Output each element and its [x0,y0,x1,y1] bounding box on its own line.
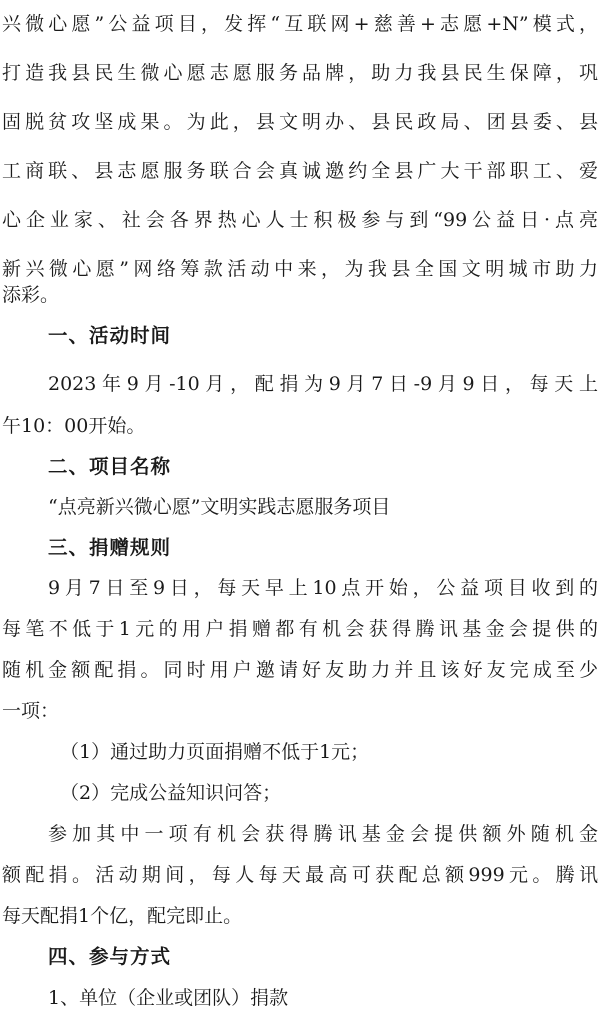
list-item: （2）完成公益知识问答； [60,782,282,804]
section-heading-time: 一、活动时间 [48,324,172,347]
paragraph-line: 2023年9月-10月，配捐为9月7日-9月9日，每天上 [48,373,598,395]
intro-line: 添彩。 [2,284,60,306]
paragraph-line: 每笔不低于1元的用户捐赠都有机会获得腾讯基金会提供的 [2,618,598,640]
intro-line: 固脱贫攻坚成果。为此，县文明办、县民政局、团县委、县 [2,111,598,133]
paragraph-line: “点亮新兴微心愿”文明实践志愿服务项目 [48,496,391,518]
intro-line: 心企业家、社会各界热心人士积极参与到“99公益日·点亮 [2,209,598,231]
section-heading-donation-rules: 三、捐赠规则 [48,536,172,559]
paragraph-line: 随机金额配捐。同时用户邀请好友助力并且该好友完成至少 [2,659,598,681]
paragraph-line: 一项： [2,700,60,722]
intro-line: 工商联、县志愿服务联合会真诚邀约全县广大干部职工、爱 [2,160,598,182]
intro-line: 兴微心愿”公益项目，发挥“互联网+慈善+志愿+N”模式， [2,13,598,35]
section-heading-participation: 四、参与方式 [48,945,172,968]
intro-line: 新兴微心愿”网络筹款活动中来，为我县全国文明城市助力 [2,258,598,280]
intro-line: 打造我县民生微心愿志愿服务品牌，助力我县民生保障，巩 [2,62,598,84]
section-heading-project-name: 二、项目名称 [48,455,172,478]
paragraph-line: 每天配捐1个亿，配完即止。 [2,905,243,927]
paragraph-line: 9月7日至9日，每天早上10点开始，公益项目收到的 [48,577,598,599]
paragraph-line: 参加其中一项有机会获得腾讯基金会提供额外随机金 [48,823,598,845]
paragraph-line: 午10：00开始。 [2,415,146,437]
list-item: （1）通过助力页面捐赠不低于1元； [60,741,370,763]
paragraph-line: 额配捐。活动期间，每人每天最高可获配总额999元。腾讯 [2,864,598,886]
paragraph-line: 1、单位（企业或团队）捐款 [48,987,289,1009]
